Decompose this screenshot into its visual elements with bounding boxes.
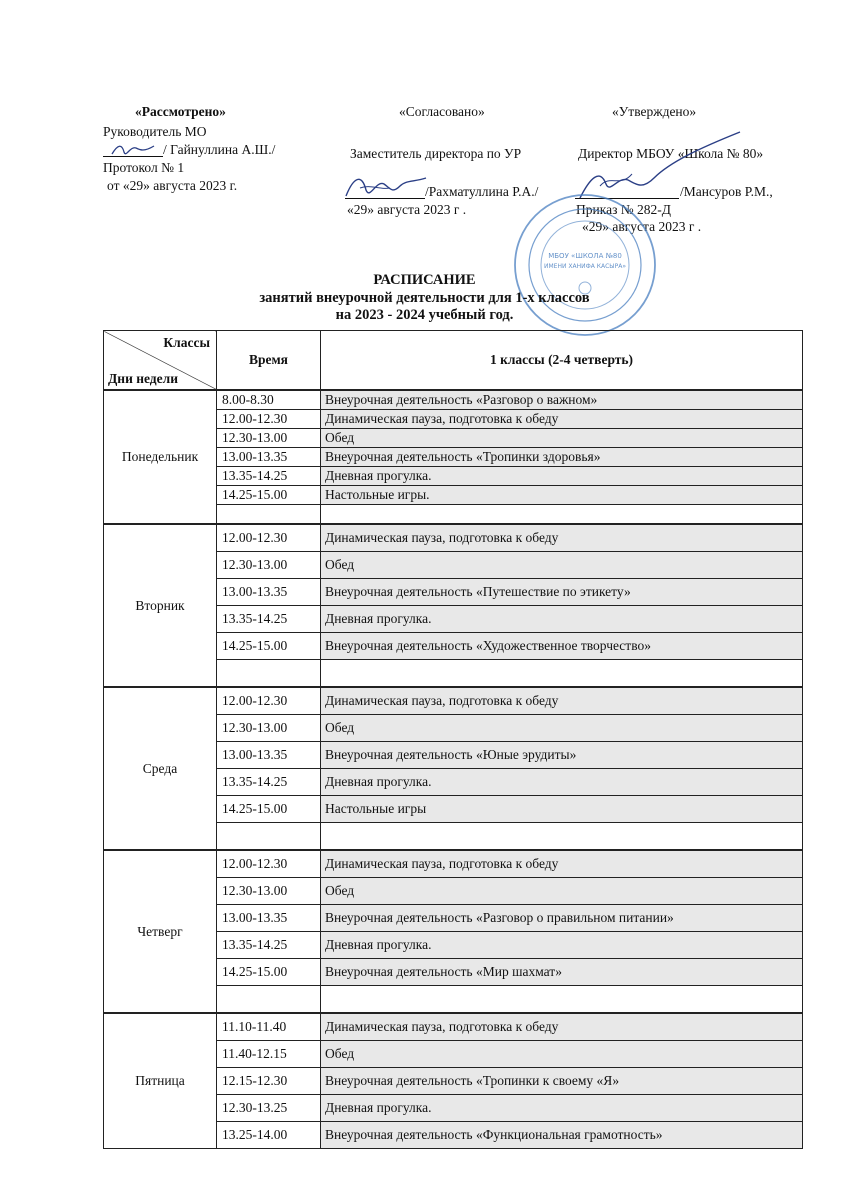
time-cell: 12.30-13.00 — [217, 429, 321, 448]
time-cell: 13.00-13.35 — [217, 905, 321, 932]
activity-cell: Дневная прогулка. — [321, 769, 803, 796]
activity-cell: Обед — [321, 429, 803, 448]
time-cell: 13.00-13.35 — [217, 742, 321, 769]
activity-cell: Внеурочная деятельность «Разговор о важном» — [321, 390, 803, 410]
activity-cell: Обед — [321, 552, 803, 579]
table-row — [104, 524, 803, 552]
time-cell: 12.00-12.30 — [217, 687, 321, 715]
document-subtitle: занятий внеурочной деятельности для 1-х классов — [259, 290, 590, 306]
document-title: РАСПИСАНИЕ — [373, 272, 476, 288]
activity-cell: Внеурочная деятельность «Юные эрудиты» — [321, 742, 803, 769]
activity-cell: Динамическая пауза, подготовка к обеду — [321, 1013, 803, 1041]
approval-middle-role: Заместитель директора по УР — [350, 146, 522, 161]
approval-right-role: Директор МБОУ «Школа № 80» — [578, 146, 764, 161]
approval-left-date: от «29» августа 2023 г. — [107, 178, 238, 193]
header-classes-label: Классы — [163, 335, 210, 350]
activity-cell: Внеурочная деятельность «Тропинки к своему «Я» — [321, 1068, 803, 1095]
approval-middle-title: «Согласовано» — [399, 104, 485, 119]
approval-middle-date: «29» августа 2023 г . — [347, 202, 467, 217]
day-cell: Вторник — [104, 524, 217, 687]
day-cell: Пятница — [104, 1013, 217, 1149]
time-cell: 12.30-13.00 — [217, 715, 321, 742]
time-cell: 13.00-13.35 — [217, 448, 321, 467]
time-cell — [217, 660, 321, 688]
time-cell — [217, 986, 321, 1014]
activity-cell: Динамическая пауза, подготовка к обеду — [321, 687, 803, 715]
approval-left-protocol: Протокол № 1 — [103, 160, 185, 175]
seal-line-2: ИМЕНИ ХАНИФА КАСЫРА» — [544, 263, 626, 270]
approval-right-title: «Утверждено» — [612, 104, 697, 119]
activity-cell — [321, 660, 803, 688]
schedule-body — [104, 331, 803, 1149]
activity-cell: Внеурочная деятельность «Функциональная грамотность» — [321, 1122, 803, 1149]
time-cell: 13.35-14.25 — [217, 769, 321, 796]
time-cell: 12.30-13.25 — [217, 1095, 321, 1122]
activity-cell: Внеурочная деятельность «Мир шахмат» — [321, 959, 803, 986]
signature-left-icon — [108, 140, 158, 160]
approval-left-title: «Рассмотрено» — [135, 104, 226, 119]
activity-cell — [321, 505, 803, 525]
time-cell: 11.40-12.15 — [217, 1041, 321, 1068]
table-row — [104, 390, 803, 410]
approval-left-role: Руководитель МО — [103, 124, 207, 139]
table-row — [104, 687, 803, 715]
time-cell: 12.30-13.00 — [217, 878, 321, 905]
time-cell — [217, 505, 321, 525]
activity-cell: Обед — [321, 1041, 803, 1068]
time-cell: 14.25-15.00 — [217, 486, 321, 505]
header-column-title: 1 классы (2-4 четверть) — [321, 331, 803, 391]
table-row — [104, 1013, 803, 1041]
activity-cell — [321, 986, 803, 1014]
time-cell: 12.15-12.30 — [217, 1068, 321, 1095]
time-cell: 12.30-13.00 — [217, 552, 321, 579]
table-header-row — [104, 331, 803, 391]
activity-cell: Динамическая пауза, подготовка к обеду — [321, 524, 803, 552]
seal-line-1: МБОУ «ШКОЛА №80 — [548, 252, 622, 260]
activity-cell: Настольные игры. — [321, 486, 803, 505]
document-year: на 2023 - 2024 учебный год. — [335, 307, 514, 323]
time-cell: 13.35-14.25 — [217, 606, 321, 633]
time-cell: 13.25-14.00 — [217, 1122, 321, 1149]
time-cell: 13.35-14.25 — [217, 932, 321, 959]
activity-cell: Внеурочная деятельность «Тропинки здоровья» — [321, 448, 803, 467]
time-cell: 14.25-15.00 — [217, 959, 321, 986]
activity-cell: Дневная прогулка. — [321, 932, 803, 959]
activity-cell: Настольные игры — [321, 796, 803, 823]
activity-cell: Обед — [321, 878, 803, 905]
activity-cell: Обед — [321, 715, 803, 742]
signature-middle-icon — [340, 166, 430, 206]
day-cell: Четверг — [104, 850, 217, 1013]
approval-middle-name: /Рахматуллина Р.А./ — [425, 184, 539, 199]
activity-cell: Внеурочная деятельность «Путешествие по этикету» — [321, 579, 803, 606]
time-cell: 13.00-13.35 — [217, 579, 321, 606]
activity-cell: Внеурочная деятельность «Художественное творчество» — [321, 633, 803, 660]
time-cell: 12.00-12.30 — [217, 524, 321, 552]
header-days-label: Дни недели — [108, 371, 178, 386]
approval-left-name: / Гайнуллина А.Ш./ — [163, 142, 276, 157]
time-cell — [217, 823, 321, 851]
header-corner-cell — [104, 331, 217, 391]
header-time: Время — [217, 331, 321, 391]
time-cell: 11.10-11.40 — [217, 1013, 321, 1041]
activity-cell: Дневная прогулка. — [321, 606, 803, 633]
activity-cell: Дневная прогулка. — [321, 1095, 803, 1122]
approval-right-name: /Мансуров Р.М., — [680, 184, 773, 199]
activity-cell — [321, 823, 803, 851]
time-cell: 14.25-15.00 — [217, 633, 321, 660]
table-row — [104, 850, 803, 878]
time-cell: 12.00-12.30 — [217, 850, 321, 878]
approval-right-order: Приказ № 282-Д — [576, 202, 671, 217]
approval-right-date: «29» августа 2023 г . — [582, 219, 702, 234]
time-cell: 13.35-14.25 — [217, 467, 321, 486]
time-cell: 14.25-15.00 — [217, 796, 321, 823]
activity-cell: Динамическая пауза, подготовка к обеду — [321, 410, 803, 429]
activity-cell: Динамическая пауза, подготовка к обеду — [321, 850, 803, 878]
time-cell: 12.00-12.30 — [217, 410, 321, 429]
day-cell: Понедельник — [104, 390, 217, 524]
schedule-table — [103, 330, 803, 1149]
activity-cell: Дневная прогулка. — [321, 467, 803, 486]
day-cell: Среда — [104, 687, 217, 850]
time-cell: 8.00-8.30 — [217, 390, 321, 410]
activity-cell: Внеурочная деятельность «Разговор о правильном питании» — [321, 905, 803, 932]
